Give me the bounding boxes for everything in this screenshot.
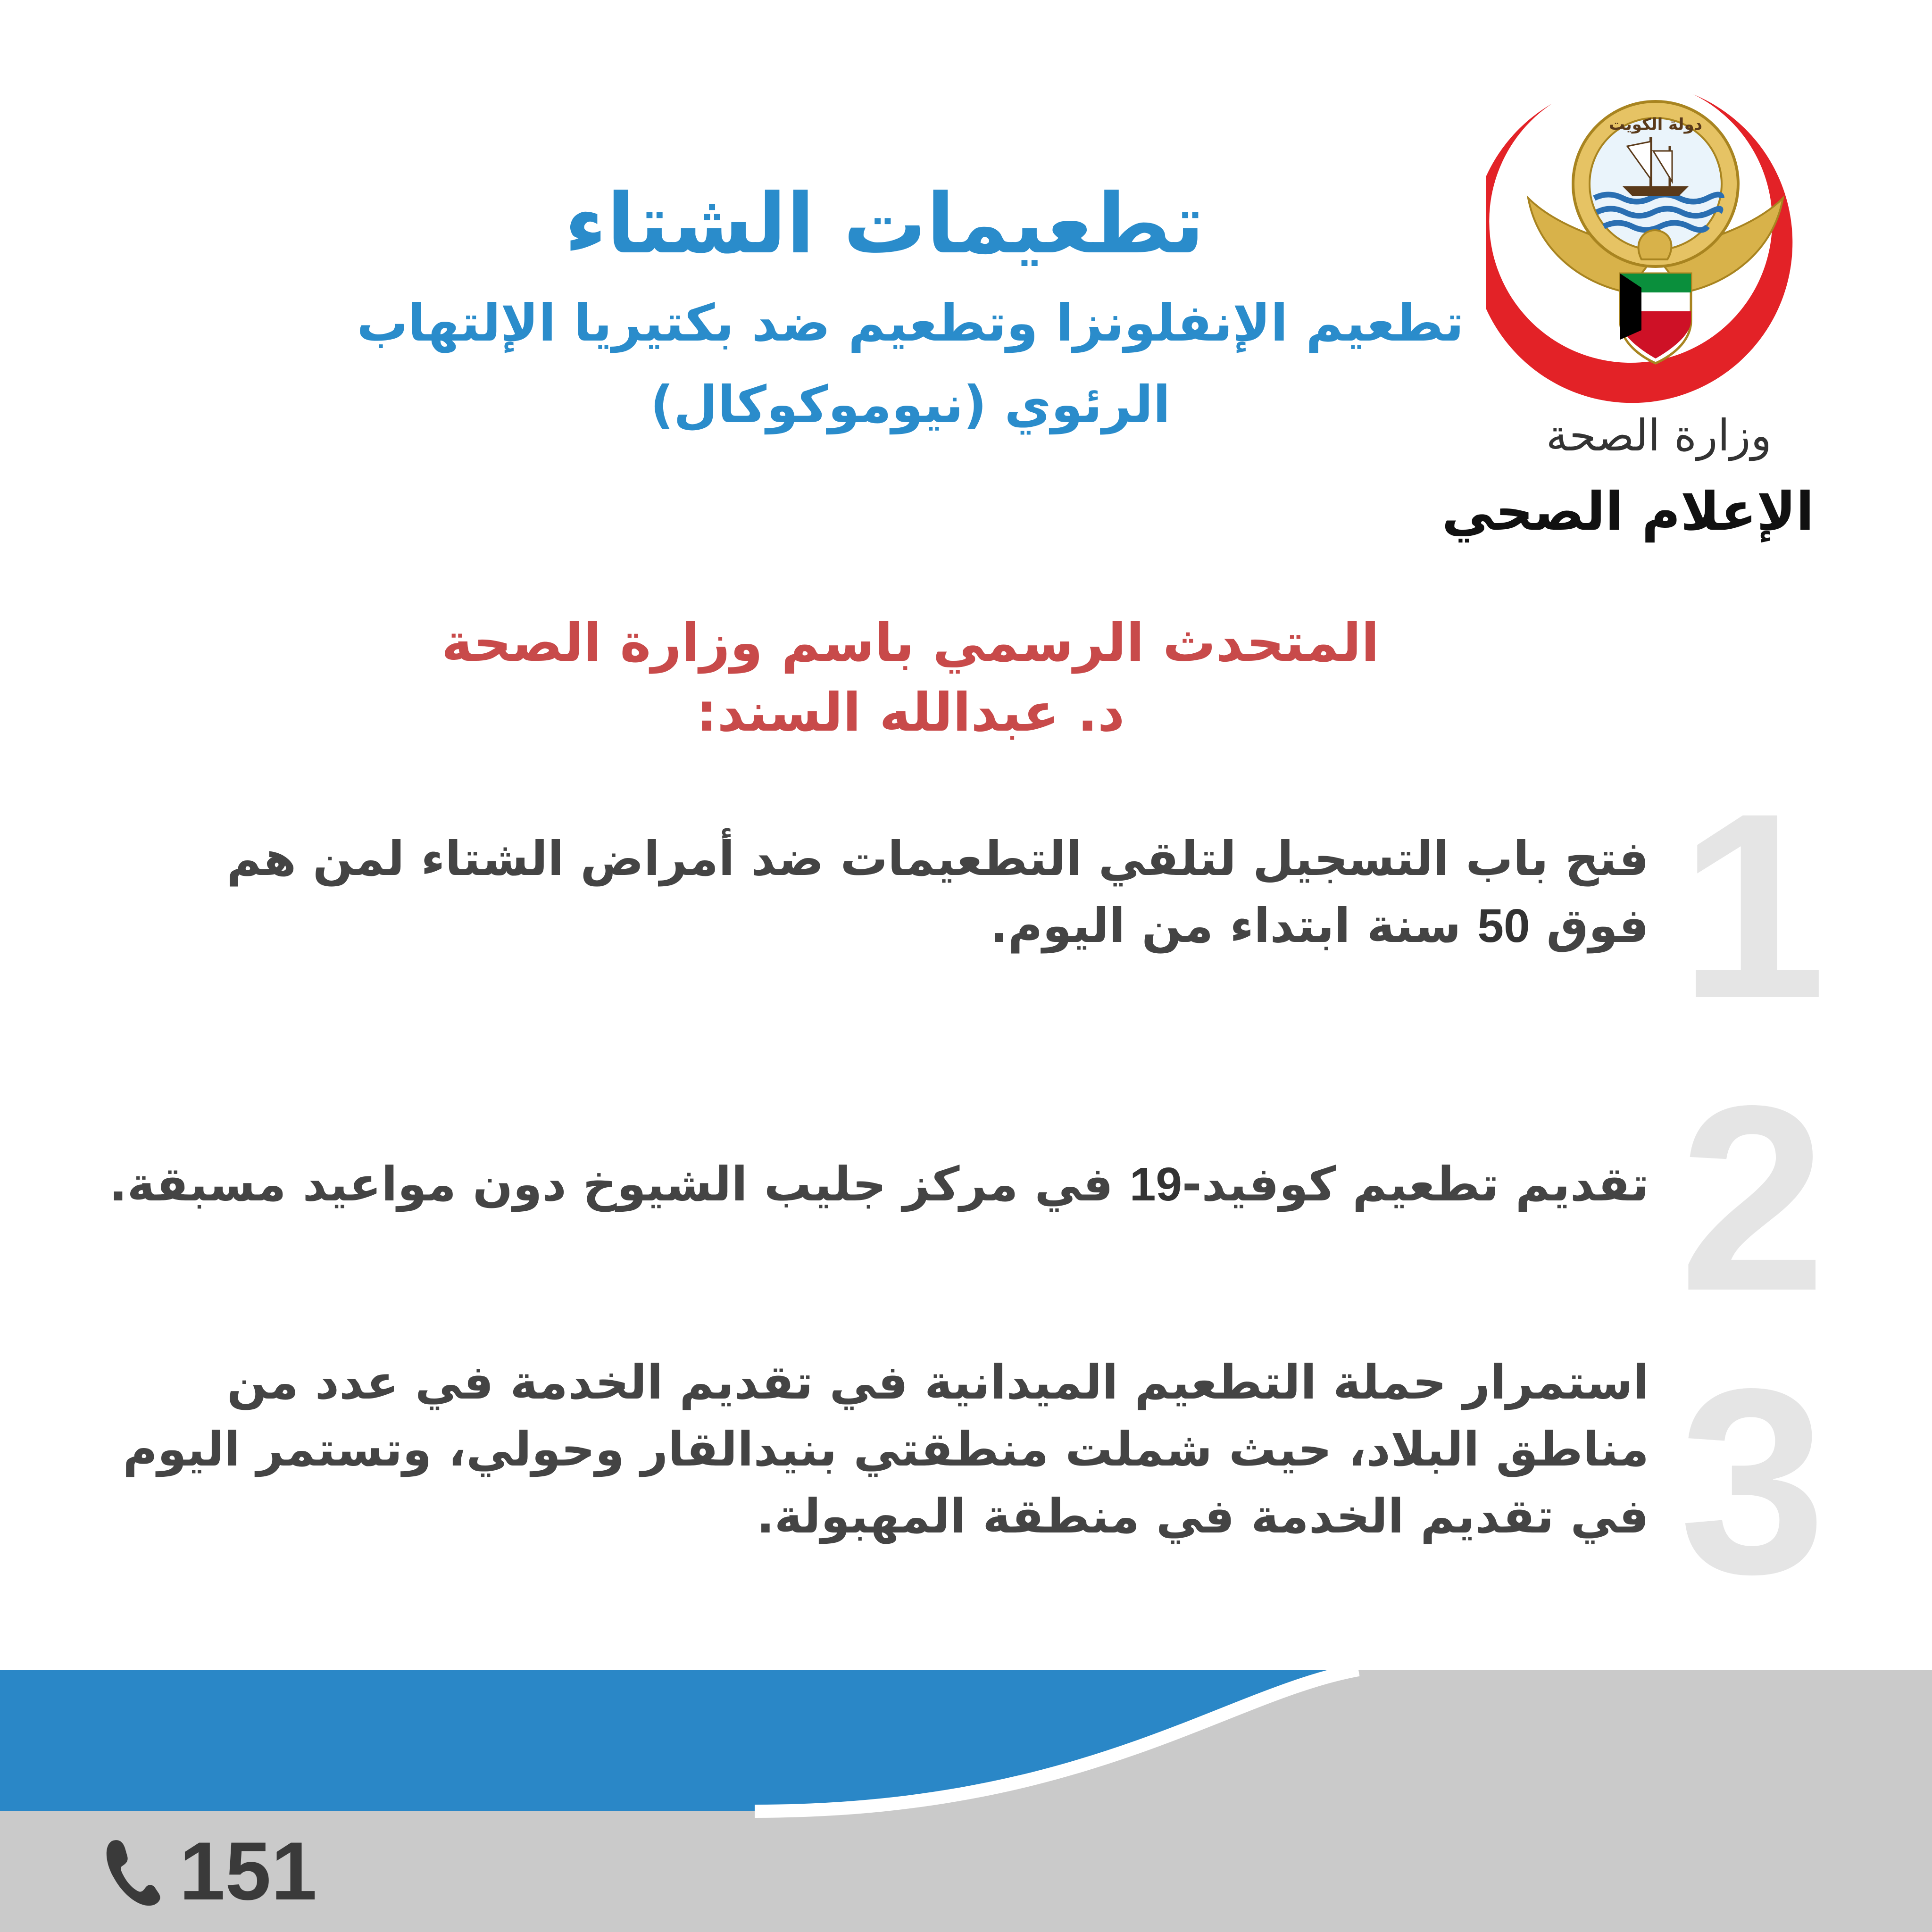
item-number-2: 2 [1679, 1050, 1826, 1346]
spokesperson-title: المتحدث الرسمي باسم وزارة الصحة [441, 612, 1380, 674]
org-name: وزارة الصحة [1546, 410, 1772, 461]
item-number-3: 3 [1679, 1333, 1826, 1629]
logo-text: دولة الكويت [1608, 115, 1703, 134]
org-department: الإعلام الصحي [1441, 481, 1814, 542]
item-text: سنة ابتداء من اليوم. [990, 898, 1478, 953]
page-subtitle: تطعيم الإنفلونزا وتطعيم ضد بكتيريا الإلتهاب الرئوي (نيوموكوكال) [357, 294, 1464, 434]
item-text: في مركز جليب الشيوخ دون مواعيد مسبقة. [109, 1157, 1130, 1212]
phone-number: 151 [179, 1825, 317, 1917]
item-text: استمرار حملة التطعيم الميدانية في تقديم الخدمة في عدد من مناطق البلاد، حيث شملت منطقتي بنيدالقار وحولي، وتستمر اليوم في تقديم الخدمة في منطقة المهبولة. [123, 1355, 1649, 1544]
item-text: فتح باب التسجيل لتلقي التطعيمات ضد أمراض الشتاء لمن هم فوق [226, 831, 1649, 953]
item-number-1: 1 [1679, 758, 1826, 1053]
page-title: تطعيمات الشتاء [564, 176, 1205, 272]
list-item-2 [92, 1151, 1649, 1218]
item-highlight-number: 19 [1129, 1158, 1183, 1211]
item-text: تقديم تطعيم كوفيد- [1182, 1157, 1649, 1212]
item-highlight-number: 50 [1477, 899, 1530, 952]
phone-icon [99, 1836, 160, 1907]
list-item-1 [116, 825, 1649, 959]
spokesperson-name: د. عبدالله السند: [696, 682, 1125, 743]
list-item-3 [74, 1349, 1649, 1550]
ministry-logo [1486, 85, 1825, 415]
spokesperson-block [330, 608, 1491, 748]
phone-contact [99, 1825, 317, 1917]
